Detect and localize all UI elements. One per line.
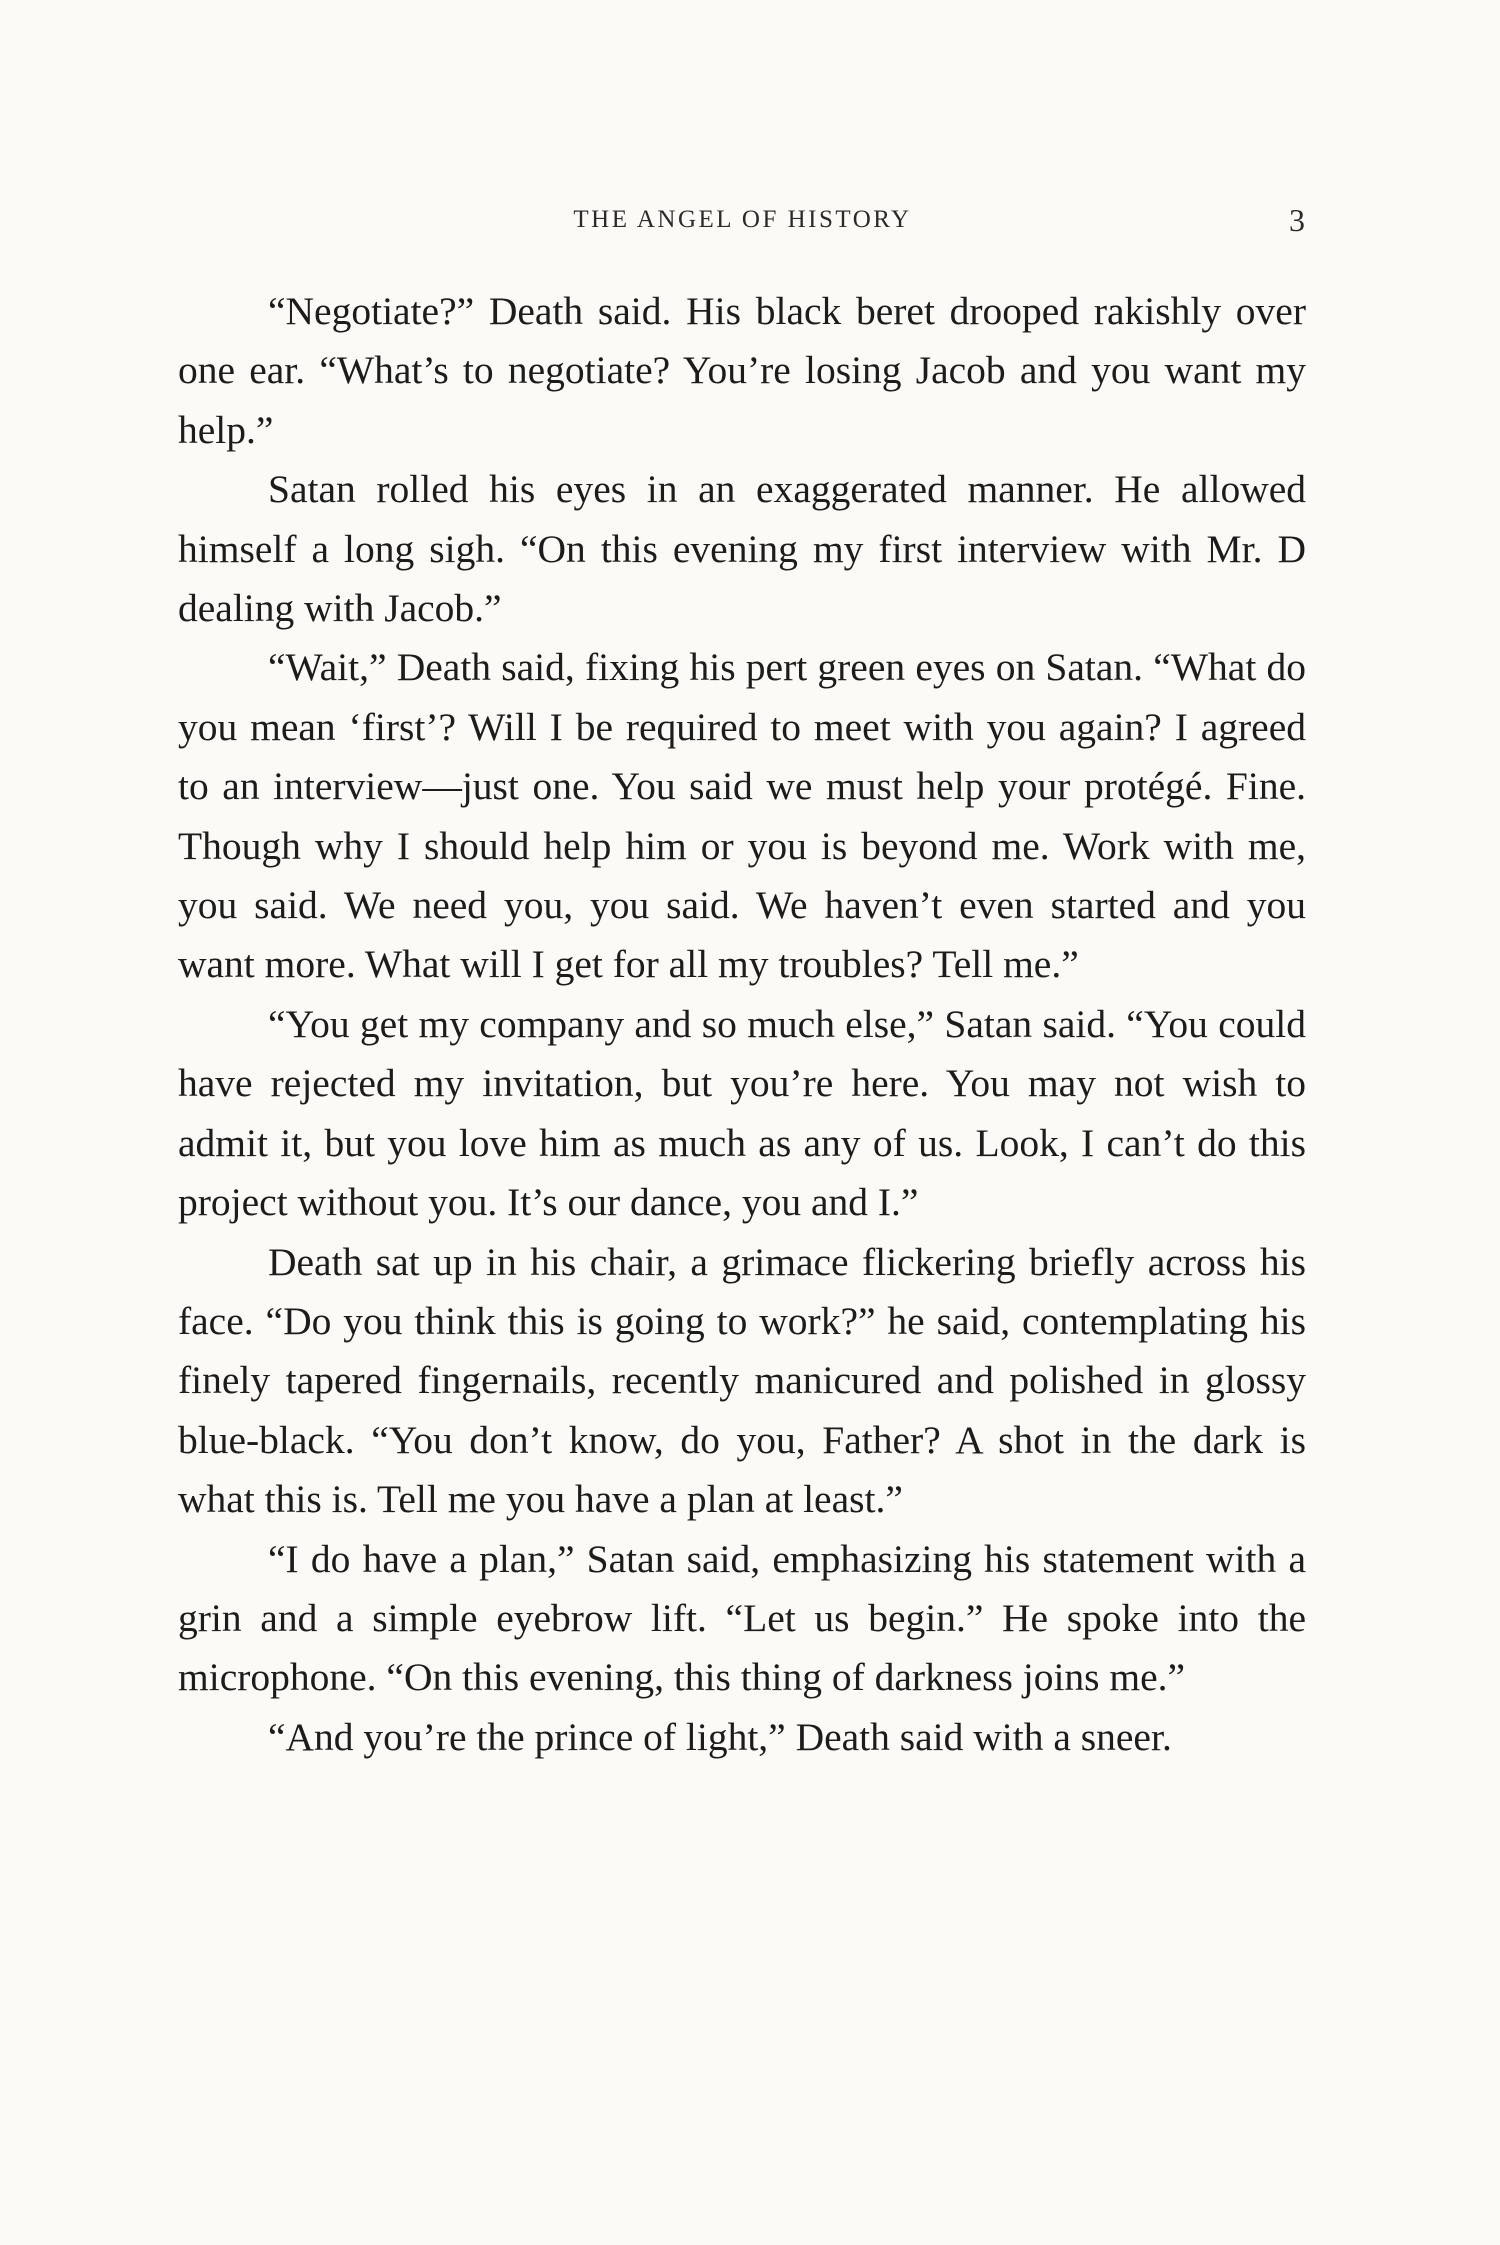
paragraph: “Wait,” Death said, fixing his pert green eyes on Satan. “What do you mean ‘first’? Will I be required to meet with you again? I agreed to an interview—just one. You said we must help your protégé. Fine. Though why I should help him or you is beyond me. Work with me, you said. We need you, you said. We haven’t even started and you want more. What will I get for all my troubles? Tell me.” [178,645,1306,987]
paragraph: “You get my company and so much else,” Satan said. “You could have rejected my invitation, but you’re here. You may not wish to admit it, but you love him as much as any of us. Look, I can’t do this project without you. It’s our dance, you and I.” [178,1001,1306,1225]
running-title: THE ANGEL OF HISTORY [573,206,912,233]
body-text [178,282,1306,1767]
paragraph: Satan rolled his eyes in an exaggerated manner. He allowed himself a long sigh. “On this evening my first interview with Mr. D dealing with Jacob.” [178,467,1306,631]
paragraph: “I do have a plan,” Satan said, emphasizing his statement with a grin and a simple eyebrow lift. “Let us begin.” He spoke into the microphone. “On this evening, this thing of darkness joins me.” [178,1536,1306,1700]
page-number: 3 [1289,202,1305,238]
running-head [180,200,1305,240]
paragraph: Death sat up in his chair, a grimace flickering briefly across his face. “Do you think this is going to work?” he said, contemplating his finely tapered fingernails, recently manicured and polished in glossy blue-black. “You don’t know, do you, Father? A shot in the dark is what this is. Tell me you have a plan at least.” [178,1239,1306,1522]
paragraph: “And you’re the prince of light,” Death said with a sneer. [268,1714,1172,1759]
paragraph: “Negotiate?” Death said. His black beret drooped rakishly over one ear. “What’s to negotiate? You’re losing Jacob and you want my help.” [178,289,1306,452]
